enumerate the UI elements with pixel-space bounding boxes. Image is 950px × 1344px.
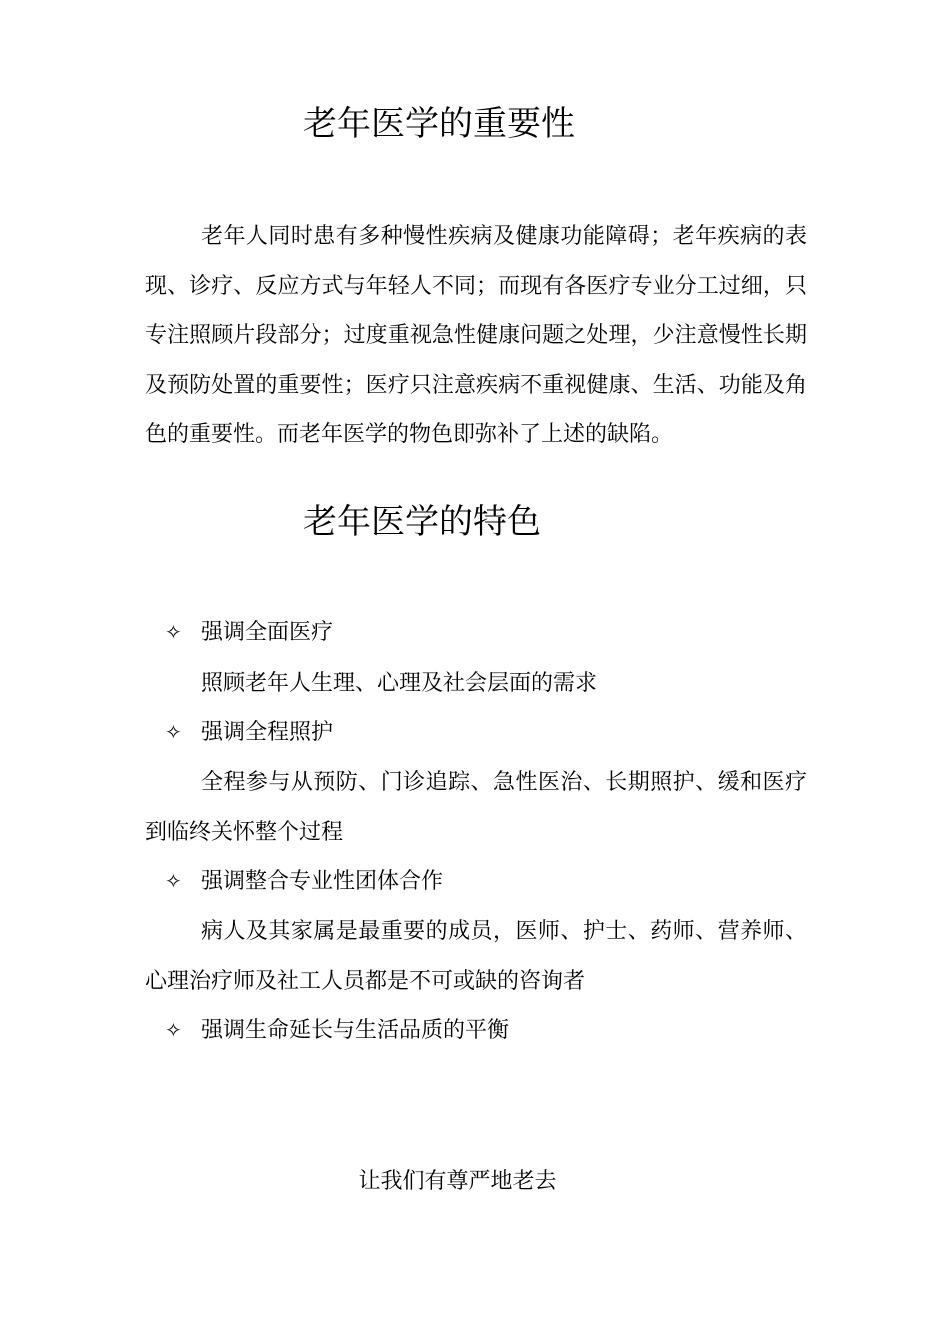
feature-item-2 xyxy=(165,717,333,748)
feature-label: 强调全程照护 xyxy=(201,720,334,745)
feature-item-1 xyxy=(165,617,333,648)
importance-paragraph: 老年人同时患有多种慢性疾病及健康功能障碍；老年疾病的表现、诊疗、反应方式与年轻人不同；而现有各医疗专业分工过细，只专注照顾片段部分；过度重视急性健康问题之处理，少注意慢性长期及预防处置的重要性；医疗只注意疾病不重视健康、生活、功能及角色的重要性。而老年医学的物色即弥补了上述的缺陷。 xyxy=(145,224,807,447)
feature-item-3 xyxy=(165,866,443,897)
feature-item-4 xyxy=(165,1015,509,1046)
feature-label: 强调全面医疗 xyxy=(201,620,334,645)
section-title-features: 老年医学的特色 xyxy=(303,502,541,542)
star-bullet-icon: ✧ xyxy=(165,720,182,744)
star-bullet-icon: ✧ xyxy=(165,869,182,893)
star-bullet-icon: ✧ xyxy=(165,620,182,644)
section-title-importance: 老年医学的重要性 xyxy=(303,104,575,144)
feature-detail: 全程参与从预防、门诊追踪、急性医治、长期照护、缓和医疗到临终关怀整个过程 xyxy=(145,770,807,845)
feature-detail: 照顾老年人生理、心理及社会层面的需求 xyxy=(201,671,598,696)
feature-detail: 病人及其家属是最重要的成员，医师、护士、药师、营养师、心理治疗师及社工人员都是不可或缺的咨询者 xyxy=(145,919,807,994)
closing-line: 让我们有尊严地老去 xyxy=(358,1169,557,1194)
feature-label: 强调生命延长与生活品质的平衡 xyxy=(201,1018,510,1043)
feature-label: 强调整合专业性团体合作 xyxy=(201,869,444,894)
star-bullet-icon: ✧ xyxy=(165,1018,182,1042)
